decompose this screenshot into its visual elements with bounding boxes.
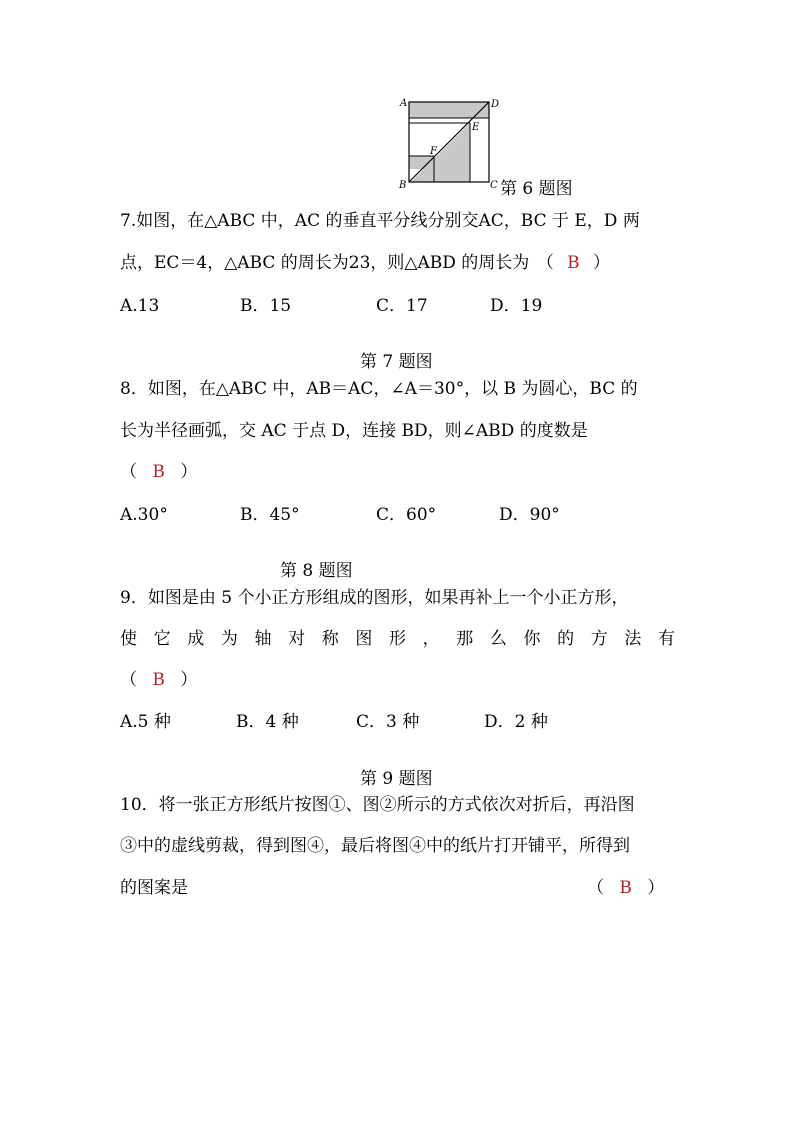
- q9-char: 为: [220, 629, 238, 649]
- q8-paren-open: （: [120, 462, 137, 482]
- fig6-caption: 第 6 题图: [500, 179, 573, 199]
- q8-line1: 8．如图，在△ABC 中，AB＝AC，∠A＝30°，以 B 为圆心，BC 的: [120, 379, 638, 399]
- q8-paren-close: ）: [180, 462, 198, 482]
- q9-paren-close: ）: [180, 670, 198, 690]
- q8-option-a: A.30°: [120, 505, 168, 525]
- q9-char: 那: [456, 629, 474, 649]
- q9-char: 你: [523, 629, 541, 649]
- q7-answer: B: [567, 253, 580, 273]
- q10-paren-close: ）: [647, 878, 665, 898]
- q8-option-d: D．90°: [499, 505, 560, 525]
- q7-option-d: D．19: [490, 296, 543, 316]
- q9-char: 它: [153, 629, 171, 649]
- q9-option-b: B．4 种: [236, 712, 299, 732]
- fig8-caption: 第 8 题图: [280, 561, 353, 581]
- q7-option-b: B．15: [240, 296, 292, 316]
- fig6-label-e: E: [472, 122, 480, 133]
- fig6-label-d: D: [491, 99, 500, 110]
- q8-answer-paren: [120, 462, 197, 482]
- q9-char: 法: [624, 629, 642, 649]
- q7-option-c: C．17: [376, 296, 428, 316]
- fig6-shaded-triangle: [411, 123, 470, 182]
- fig6-label-b: B: [399, 180, 407, 191]
- q9-char: 使: [120, 629, 137, 649]
- figure-6-diagram: [398, 96, 502, 192]
- q9-char: 形: [389, 629, 406, 649]
- fig9-caption: 第 9 题图: [360, 769, 433, 789]
- q7-line2-text: 点，EC＝4，△ABC 的周长为23，则△ABD 的周长为: [120, 253, 530, 273]
- q10-line3: 的图案是: [120, 878, 188, 898]
- q9-char: 有: [658, 629, 675, 649]
- q9-char: 对: [288, 629, 306, 649]
- q9-option-a: A.5 种: [120, 712, 171, 732]
- q9-char: 方: [590, 629, 608, 649]
- q9-option-d: D．2 种: [484, 712, 548, 732]
- q9-char: 称: [321, 629, 339, 649]
- fig6-label-a: A: [400, 98, 408, 109]
- q8-option-b: B．45°: [240, 505, 300, 525]
- q7-line1: 7.如图，在△ABC 中，AC 的垂直平分线分别交AC，BC 于 E，D 两: [120, 211, 640, 231]
- q9-char: ，: [422, 629, 440, 649]
- q7-paren-close: ）: [593, 253, 611, 273]
- q7-line2: [120, 253, 610, 273]
- q8-option-c: C．60°: [376, 505, 437, 525]
- q9-line2: [120, 629, 675, 649]
- q10-answer: B: [619, 878, 632, 898]
- q10-answer-paren: [587, 878, 664, 898]
- fig6-label-c: C: [490, 180, 498, 191]
- fig6-shaded-top: [409, 102, 489, 118]
- q7-option-a: A.13: [120, 296, 160, 316]
- q9-answer-paren: [120, 670, 197, 690]
- q9-char: 么: [489, 629, 507, 649]
- fig7-caption: 第 7 题图: [360, 352, 433, 372]
- q7-paren-open: （: [536, 253, 554, 273]
- q9-char: 轴: [254, 629, 272, 649]
- q8-line2: 长为半径画弧，交 AC 于点 D，连接 BD，则∠ABD 的度数是: [120, 421, 588, 441]
- q9-paren-open: （: [120, 670, 137, 690]
- q8-answer: B: [152, 462, 165, 482]
- q9-option-c: C．3 种: [356, 712, 420, 732]
- q9-char: 图: [355, 629, 373, 649]
- q9-answer: B: [152, 670, 165, 690]
- q9-line1: 9．如图是由 5 个小正方形组成的图形，如果再补上一个小正方形，: [120, 588, 629, 608]
- q10-line2: ③中的虚线剪裁，得到图④，最后将图④中的纸片打开铺平，所得到: [120, 836, 630, 856]
- q9-char: 成: [187, 629, 205, 649]
- q10-paren-open: （: [587, 878, 604, 898]
- fig6-label-f: F: [430, 146, 437, 157]
- q10-line1: 10．将一张正方形纸片按图①、图②所示的方式依次对折后，再沿图: [120, 795, 635, 815]
- q9-char: 的: [557, 629, 575, 649]
